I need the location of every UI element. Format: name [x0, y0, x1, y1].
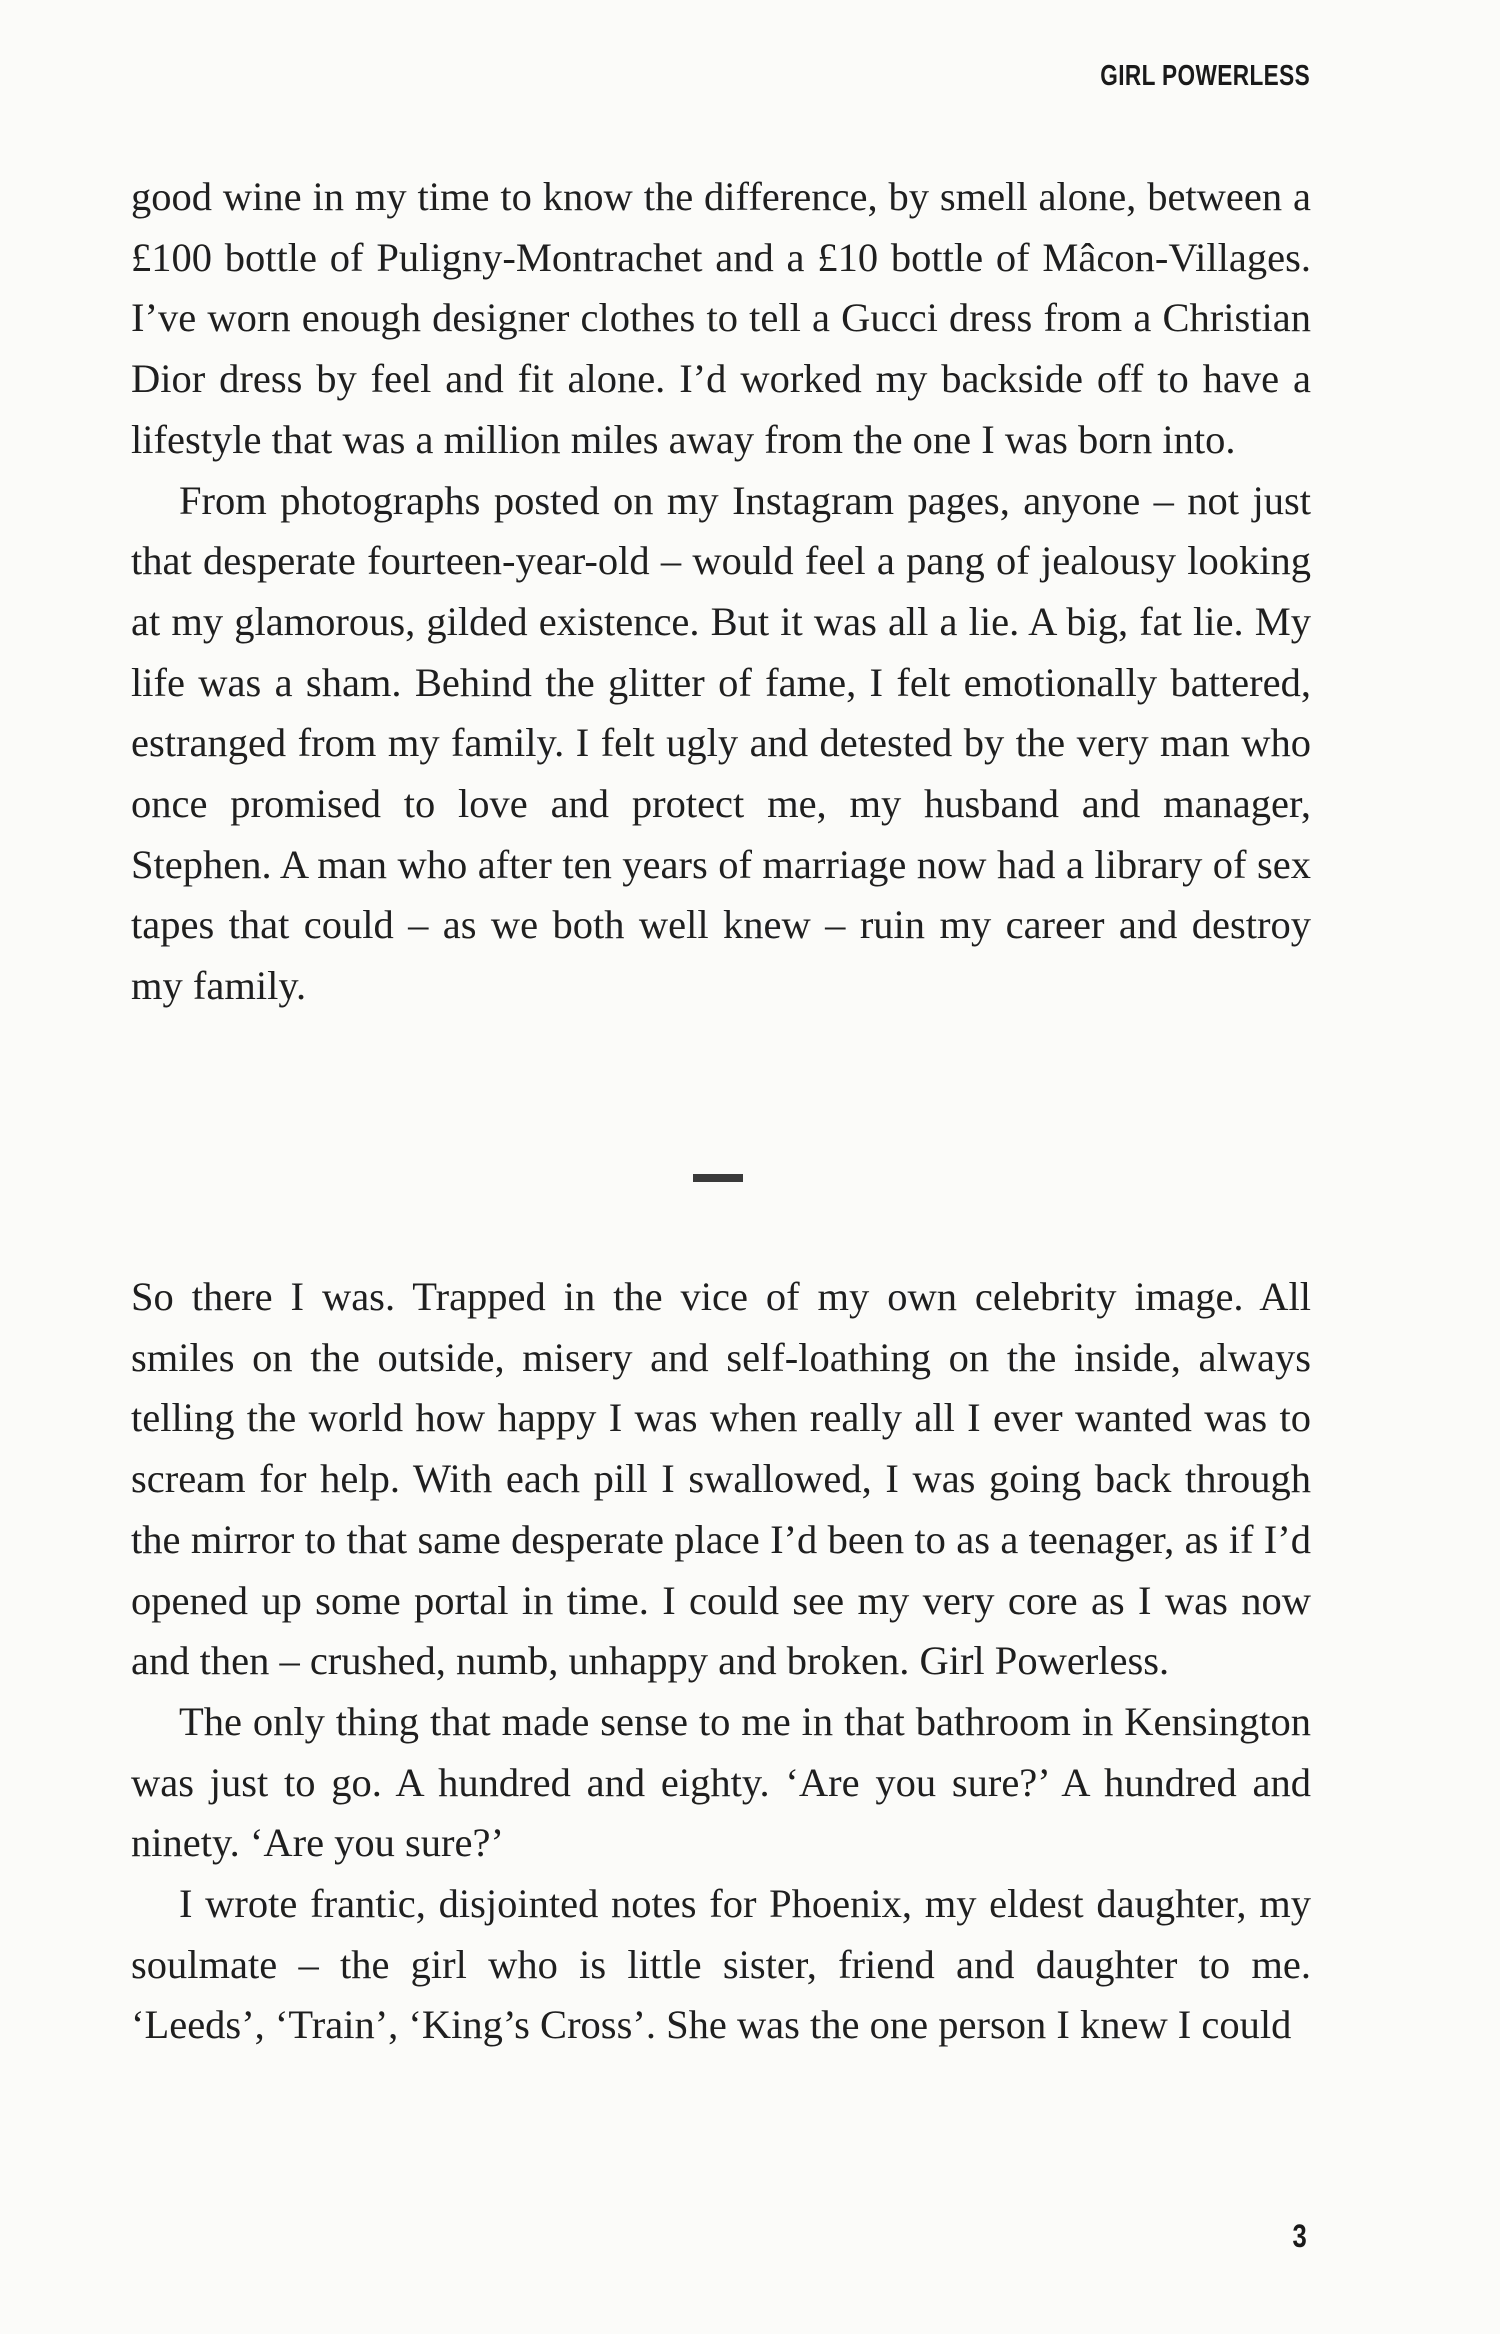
paragraph: I wrote frantic, disjointed notes for Phoenix, my eldest daughter, my soulmate – the girl who is little sister, friend and daughter to me. ‘Leeds’, ‘Train’, ‘King’s Cross’. She was the one person I knew I could	[131, 1881, 1311, 2048]
section-break-rule	[693, 1174, 743, 1182]
text-block-before-break	[131, 167, 1311, 1017]
paragraph: So there I was. Trapped in the vice of my own celebrity image. All smiles on the outside, misery and self-loathing on the inside, always telling the world how happy I was when really all I ever wanted was to scream for help. With each pill I swallowed, I was going back through the mirror to that same desperate place I’d been to as a teenager, as if I’d opened up some portal in time. I could see my very core as I was now and then – crushed, numb, unhappy and broken. Girl Powerless.	[131, 1274, 1311, 1684]
paragraph: good wine in my time to know the difference, by smell alone, between a £100 bottle of Puligny-Montrachet and a £10 bottle of Mâcon-Villages. I’ve worn enough designer clothes to tell a Gucci dress from a Christian Dior dress by feel and fit alone. I’d worked my backside off to have a lifestyle that was a million miles away from the one I was born into.	[131, 174, 1311, 462]
running-head: GIRL POWERLESS	[1100, 60, 1310, 92]
text-block-after-break	[131, 1267, 1311, 2056]
page-number: 3	[1292, 2218, 1307, 2254]
paragraph: The only thing that made sense to me in that bathroom in Kensington was just to go. A hundred and eighty. ‘Are you sure?’ A hundred and ninety. ‘Are you sure?’	[131, 1698, 1311, 1866]
paragraph: From photographs posted on my Instagram pages, anyone – not just that desperate fourteen-year-old – would feel a pang of jealousy looking at my glamorous, gilded existence. But it was all a lie. A big, fat lie. My life was a sham. Behind the glitter of fame, I felt emotionally battered, estranged from my family. I felt ugly and detested by the very man who once promised to love and protect me, my husband and manager, Stephen. A man who after ten years of marriage now had a library of sex tapes that could – as we both well knew – ruin my career and destroy my family.	[131, 477, 1311, 1009]
